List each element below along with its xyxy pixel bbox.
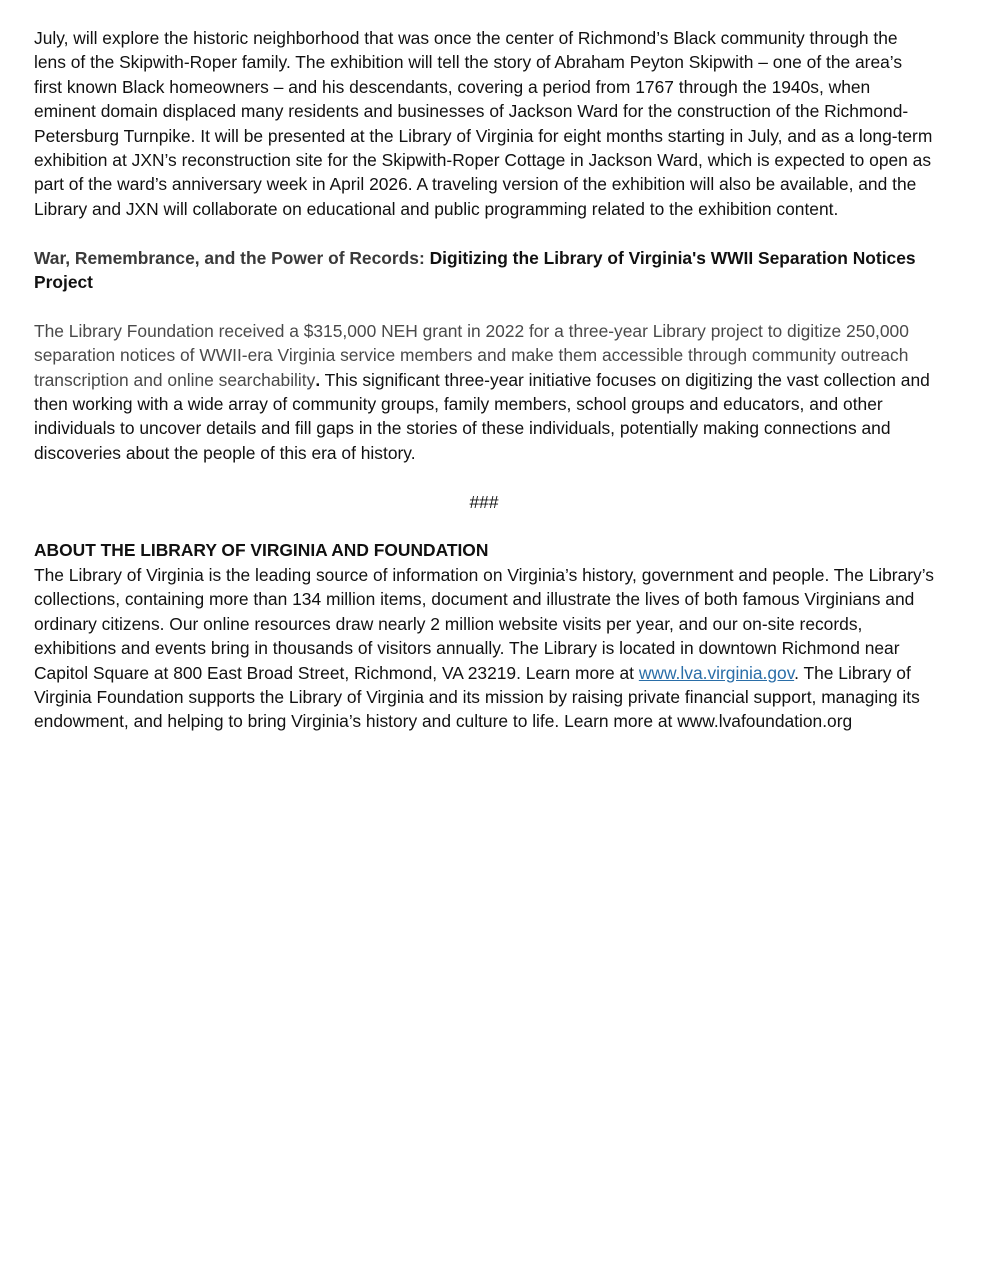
wwii-body-grant-text: The Library Foundation received a $315,000 NEH grant in 2022 for a three-year Library project to digitize 250,000 separation notices of WWII-era Virginia service members and make them accessible through community outreach transcription and online searchability: [34, 320, 909, 390]
wwii-section-heading: [34, 246, 934, 295]
about-body: [34, 563, 934, 734]
wwii-body-period: .: [315, 369, 321, 390]
about-body-part1: The Library of Virginia is the leading source of information on Virginia’s history, government and people. The Library’s collections, containing more than 134 million items, document and illustrate the lives of both famous Virginians and ordinary citizens. Our online resources draw nearly 2 million website visits per year, and our on-site records, exhibitions and events bring in thousands of visitors annually. The Library is located in downtown Richmond near Capitol Square at 800 East Broad Street, Richmond, VA 23219. Learn more at: [34, 564, 934, 683]
spacer: [34, 294, 934, 318]
wwii-body-rest: This significant three-year initiative focuses on digitizing the vast collection and then working with a wide array of community groups, family members, school groups and educators, and other individuals to uncover details and fill gaps in the stories of these individuals, potentially making connections and discoveries about the people of this era of history.: [34, 369, 930, 463]
wwii-heading-prefix: War, Remembrance, and the Power of Records:: [34, 247, 430, 268]
section-separator: ###: [469, 491, 499, 512]
wwii-section-body: [34, 319, 934, 465]
about-body-part2: . The Library of Virginia Foundation supports the Library of Virginia and its mission by raising private financial support, managing its endowment, and helping to bring Virginia’s history and culture to life. Learn more at www.lvafoundation.org: [34, 662, 920, 732]
wwii-heading-title: Digitizing the Library of Virginia's WWII Separation Notices Project: [34, 247, 916, 293]
intro-paragraph: July, will explore the historic neighborhood that was once the center of Richmond’s Black community through the lens of the Skipwith-Roper family. The exhibition will tell the story of Abraham Peyton Skipwith – one of the area’s first known Black homeowners – and his descendants, covering a period from 1767 through the 1940s, when eminent domain displaced many residents and businesses of Jackson Ward for the construction of the Richmond-Petersburg Turnpike. It will be presented at the Library of Virginia for eight months starting in July, and as a long-term exhibition at JXN’s reconstruction site for the Skipwith-Roper Cottage in Jackson Ward, which is expected to open as part of the ward’s anniversary week in April 2026. A traveling version of the exhibition will also be available, and the Library and JXN will collaborate on educational and public programming related to the exhibition content.: [34, 28, 933, 219]
spacer: [34, 465, 934, 489]
about-heading: ABOUT THE LIBRARY OF VIRGINIA AND FOUNDATION: [34, 540, 489, 561]
lva-website-link[interactable]: www.lva.virginia.gov: [638, 662, 795, 683]
spacer: [34, 514, 934, 538]
document-page: [34, 26, 934, 734]
spacer: [34, 221, 934, 245]
